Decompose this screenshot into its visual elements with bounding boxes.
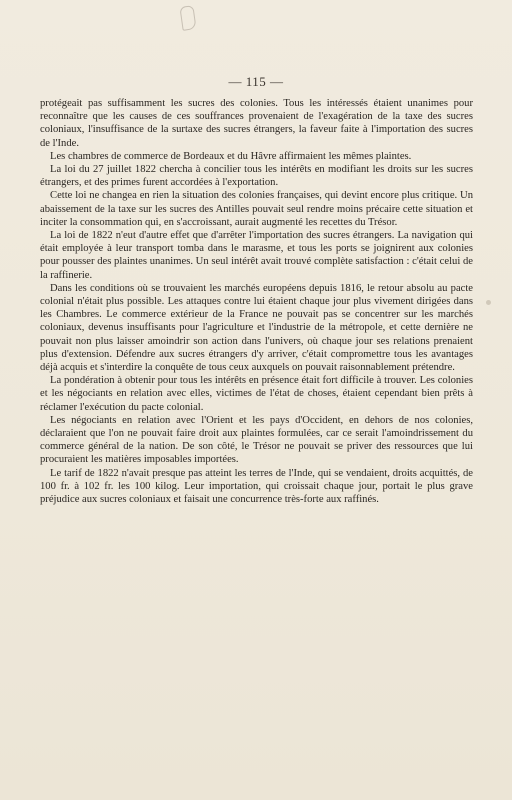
paragraph: Le tarif de 1822 n'avait presque pas atteint les terres de l'Inde, qui se vendaient, droits acquittés, de 100 fr. à 102 fr. les 100 kilog. Leur importation, qui croissait chaque jour, portait le plus grave préjudice aux sucres coloniaux et faisait une concurrence très-forte aux raffinés. (40, 467, 473, 506)
page-number: — 115 — (228, 74, 284, 89)
paragraph: protégeait pas suffisamment les sucres des colonies. Tous les intéressés étaient unanimes pour reconnaître que les causes de ces souffrances provenaient de l'exagération de la taxe des sucres coloniaux, l'insuffisance de la surtaxe des sucres étrangers, la faveur faite à l'importation des sucres de l'Inde. (40, 98, 473, 149)
paragraph: La loi de 1822 n'eut d'autre effet que d'arrêter l'importation des sucres étrangers. La navigation qui était employée à leur transport tomba dans le marasme, et tous les ports se joignirent aux colonies pour pousser des plaintes unanimes. Un seul intérêt avait trouvé complète satisfaction : c'était celui de la raffinerie. (40, 230, 473, 281)
paragraph: Les chambres de commerce de Bordeaux et du Hâvre affirmaient les mêmes plaintes. (50, 150, 412, 162)
paragraph: La loi du 27 juillet 1822 chercha à concilier tous les intérêts en modifiant les droits sur les sucres étrangers, et des primes furent accordées à l'exportation. (40, 164, 473, 189)
paragraph: Cette loi ne changea en rien la situation des colonies françaises, qui devint encore plus critique. Un abaissement de la taxe sur les sucres des Antilles pouvait seul rendre moins précaire cette situation et inciter la consommation qui, en s'accroissant, aurait augmenté les recettes du Trésor. (40, 190, 473, 228)
ink-mark (179, 5, 196, 31)
body-text (40, 97, 473, 506)
paper-stain (486, 300, 491, 305)
paragraph: Les négociants en relation avec l'Orient et les pays d'Occident, en dehors de nos colonies, déclaraient que l'on ne pouvait faire droit aux plaintes formulées, car ce serait l'amoindrissement du commerce général de la nation. De son côté, le Trésor ne pouvait se priver des ressources que lui procuraient les matières imposables importées. (40, 414, 473, 466)
paragraph: La pondération à obtenir pour tous les intérêts en présence était fort difficile à trouver. Les colonies et les négociants en relation avec elles, victimes de l'état de choses, étaient cependant bien prêts à réclamer l'exécution du pacte colonial. (40, 375, 473, 413)
paragraph: Dans les conditions où se trouvaient les marchés européens depuis 1816, le retour absolu au pacte colonial n'était plus possible. Les attaques contre lui étaient chaque jour plus vivement dirigées dans les Chambres. Le commerce extérieur de la France ne pouvait pas se concentrer sur les marchés coloniaux, devenus insuffisants pour l'agriculture et l'industrie de la métropole, et cette dernière ne pouvait non plus laisser amoindrir son action dans l'univers, où chaque jour ses relations prenaient plus d'extension. Défendre aux sucres étrangers d'y arriver, c'était compromettre tous les avantages déjà acquis et s'interdire la conquête de tous ceux auxquels on pouvait raisonnablement prétendre. (40, 282, 473, 374)
